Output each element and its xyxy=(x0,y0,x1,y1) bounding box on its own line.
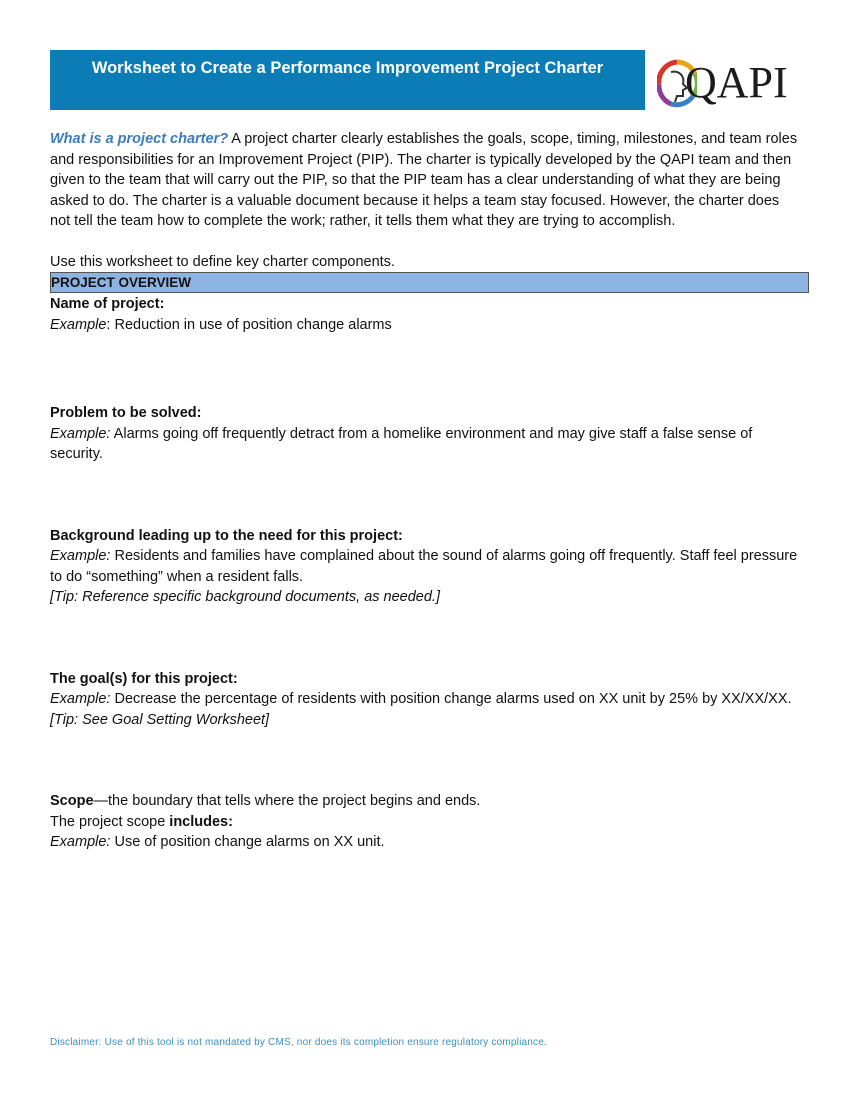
intro-body: A project charter clearly establishes the goals, scope, timing, milestones, and team roles and responsibilities for an Improvement Project (PIP). The charter is typically developed by the QAPI team and then given to the team that will carry out the PIP, so that the PIP team has a clear understanding of what they are being asked to do. The charter is a valuable document because it helps a team stay focused. However, the charter does not tell the team how to complete the work; rather, it tells them what they are trying to accomplish. xyxy=(50,131,798,229)
example-label: Example: xyxy=(50,548,111,564)
field-label: The goal(s) for this project: xyxy=(50,670,238,687)
scope-includes-prefix: The project scope xyxy=(50,813,170,830)
example-text: Use of position change alarms on XX unit. xyxy=(110,834,385,850)
field-example xyxy=(50,315,802,336)
example-text: : Reduction in use of position change alarms xyxy=(106,316,392,333)
main-content xyxy=(50,129,802,853)
example-label: Example: xyxy=(50,425,111,442)
field-problem xyxy=(50,403,802,465)
example-label: Example xyxy=(50,316,107,333)
scope-heading xyxy=(50,791,802,812)
scope-description: —the boundary that tells where the project begins and ends. xyxy=(93,793,481,809)
title-banner xyxy=(50,50,645,110)
field-example xyxy=(50,832,802,853)
field-example xyxy=(50,424,802,465)
scope-includes xyxy=(50,812,802,833)
field-example xyxy=(50,689,802,710)
qapi-logo xyxy=(655,55,795,113)
field-background xyxy=(50,526,802,608)
intro-paragraph xyxy=(50,129,802,232)
field-goal xyxy=(50,669,802,731)
field-example xyxy=(50,546,802,587)
example-text: Decrease the percentage of residents with position change alarms used on XX unit by 25% by XX/XX/XX. xyxy=(110,691,792,707)
field-tip: [Tip: Reference specific background documents, as needed.] xyxy=(50,589,440,605)
example-label: Example: xyxy=(50,834,111,850)
field-tip: [Tip: See Goal Setting Worksheet] xyxy=(50,711,270,728)
field-label: Name of project: xyxy=(50,296,165,312)
field-scope xyxy=(50,791,802,853)
example-text: Residents and families have complained about the sound of alarms going off frequently. Staff feel pressure to do “something” when a resident falls. xyxy=(50,548,798,585)
logo-text: QAPI xyxy=(685,58,788,107)
use-worksheet-line: Use this worksheet to define key charter components. xyxy=(50,253,395,270)
example-label: Example: xyxy=(50,691,111,707)
field-label: Scope xyxy=(50,793,94,809)
scope-includes-label: includes: xyxy=(169,813,233,830)
example-text: Alarms going off frequently detract from a homelike environment and may give staff a false sense of security. xyxy=(50,425,753,462)
field-label: Background leading up to the need for this project: xyxy=(50,527,403,544)
field-label: Problem to be solved: xyxy=(50,405,202,421)
section-header-project-overview: PROJECT OVERVIEW xyxy=(50,272,809,293)
disclaimer: Disclaimer: Use of this tool is not mandated by CMS, nor does its completion ensure regulatory compliance. xyxy=(50,1037,547,1048)
page-title: Worksheet to Create a Performance Improvement Project Charter xyxy=(91,59,604,77)
intro-question: What is a project charter? xyxy=(50,131,229,147)
field-name-of-project xyxy=(50,294,802,335)
